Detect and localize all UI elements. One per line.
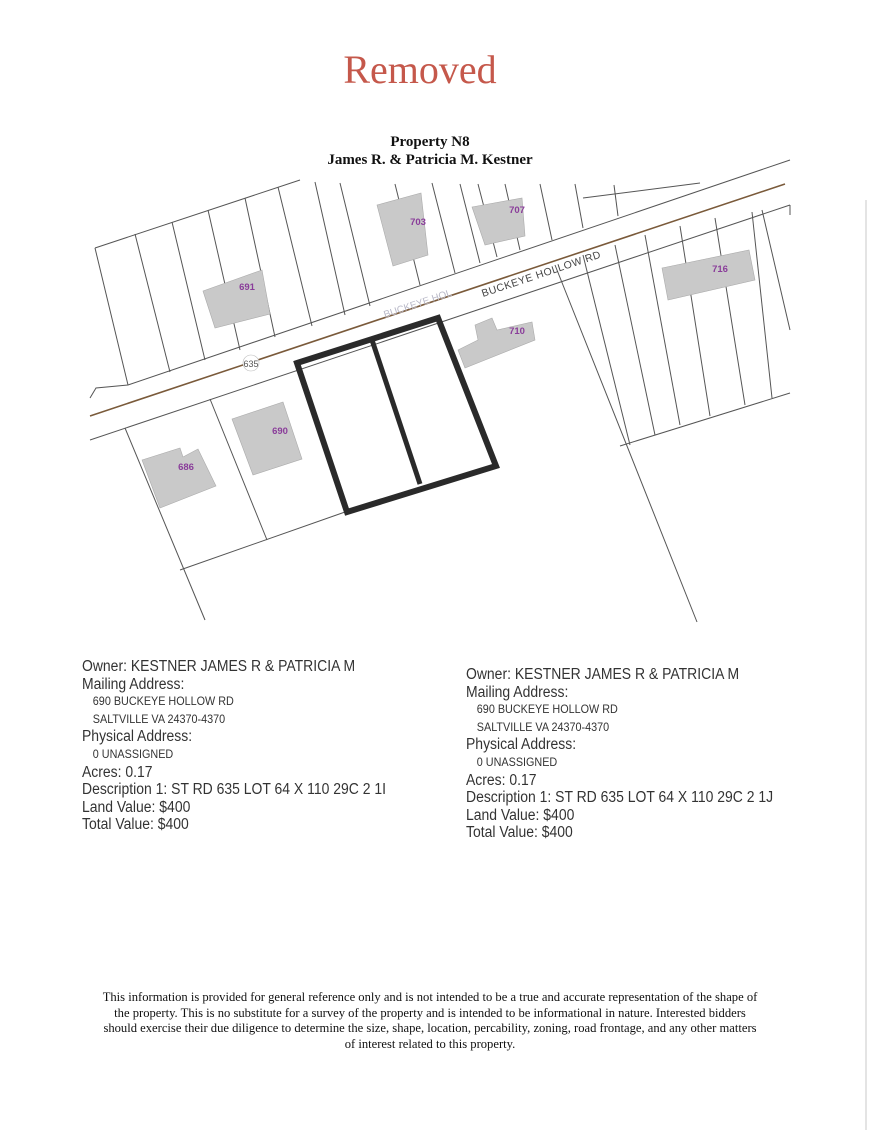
house-number-703: 703 — [410, 217, 426, 228]
building-690 — [232, 402, 302, 475]
mailing-line2: SALTVILLE VA 24370-4370 — [92, 711, 226, 726]
parcel-record-left — [82, 658, 386, 834]
route-number: 635 — [243, 359, 259, 369]
mailing-line2: SALTVILLE VA 24370-4370 — [476, 719, 610, 734]
land-value: Land Value: $400 — [466, 806, 575, 824]
building-703 — [377, 193, 428, 266]
disclaimer: This information is provided for general reference only and is not intended to be a true and accurate representation of the shape of the property. This is no substitute for a survey of the property and is intended to be informational in nature. Interested bidders should exercise their due diligence to determine the size, shape, location, percability, zoning, road frontage, and any other matters of interest related to this property. — [102, 990, 758, 1051]
owner: Owner: KESTNER JAMES R & PATRICIA M — [82, 658, 356, 675]
physical-address: 0 UNASSIGNED — [476, 754, 558, 769]
building-716 — [662, 250, 755, 300]
total-value: Total Value: $400 — [82, 816, 189, 834]
total-value: Total Value: $400 — [466, 824, 573, 842]
mailing-line1: 690 BUCKEYE HOLLOW RD — [476, 702, 618, 717]
description: Description 1: ST RD 635 LOT 64 X 110 29C 2 1I — [82, 781, 386, 799]
house-number-690: 690 — [272, 426, 288, 437]
house-number-707: 707 — [509, 205, 525, 216]
lot-lines — [90, 160, 790, 622]
mailing-label: Mailing Address: — [82, 675, 185, 693]
house-number-710: 710 — [509, 326, 525, 337]
description: Description 1: ST RD 635 LOT 64 X 110 29C 2 1J — [466, 789, 774, 807]
land-value: Land Value: $400 — [82, 798, 191, 816]
property-owners: James R. & Patricia M. Kestner — [327, 152, 533, 168]
house-number-716: 716 — [712, 264, 728, 275]
physical-label: Physical Address: — [466, 736, 577, 754]
physical-label: Physical Address: — [82, 728, 193, 746]
scan-edge-divider — [865, 200, 867, 1130]
building-691 — [203, 270, 270, 328]
acres: Acres: 0.17 — [466, 771, 537, 789]
road-label-faded: BUCKEYE HOL — [382, 287, 454, 321]
property-id: Property N8 — [390, 134, 470, 150]
house-number-691: 691 — [239, 282, 255, 293]
physical-address: 0 UNASSIGNED — [92, 746, 174, 761]
acres: Acres: 0.17 — [82, 763, 153, 781]
building-686 — [142, 448, 216, 508]
road-label: BUCKEYE HOLLOW RD — [480, 248, 603, 300]
removed-status-title: Removed — [343, 47, 497, 92]
mailing-label: Mailing Address: — [466, 683, 569, 701]
owner: Owner: KESTNER JAMES R & PATRICIA M — [466, 666, 740, 683]
mailing-line1: 690 BUCKEYE HOLLOW RD — [92, 694, 234, 709]
house-number-686: 686 — [178, 462, 194, 473]
parcel-record-right — [466, 666, 773, 842]
